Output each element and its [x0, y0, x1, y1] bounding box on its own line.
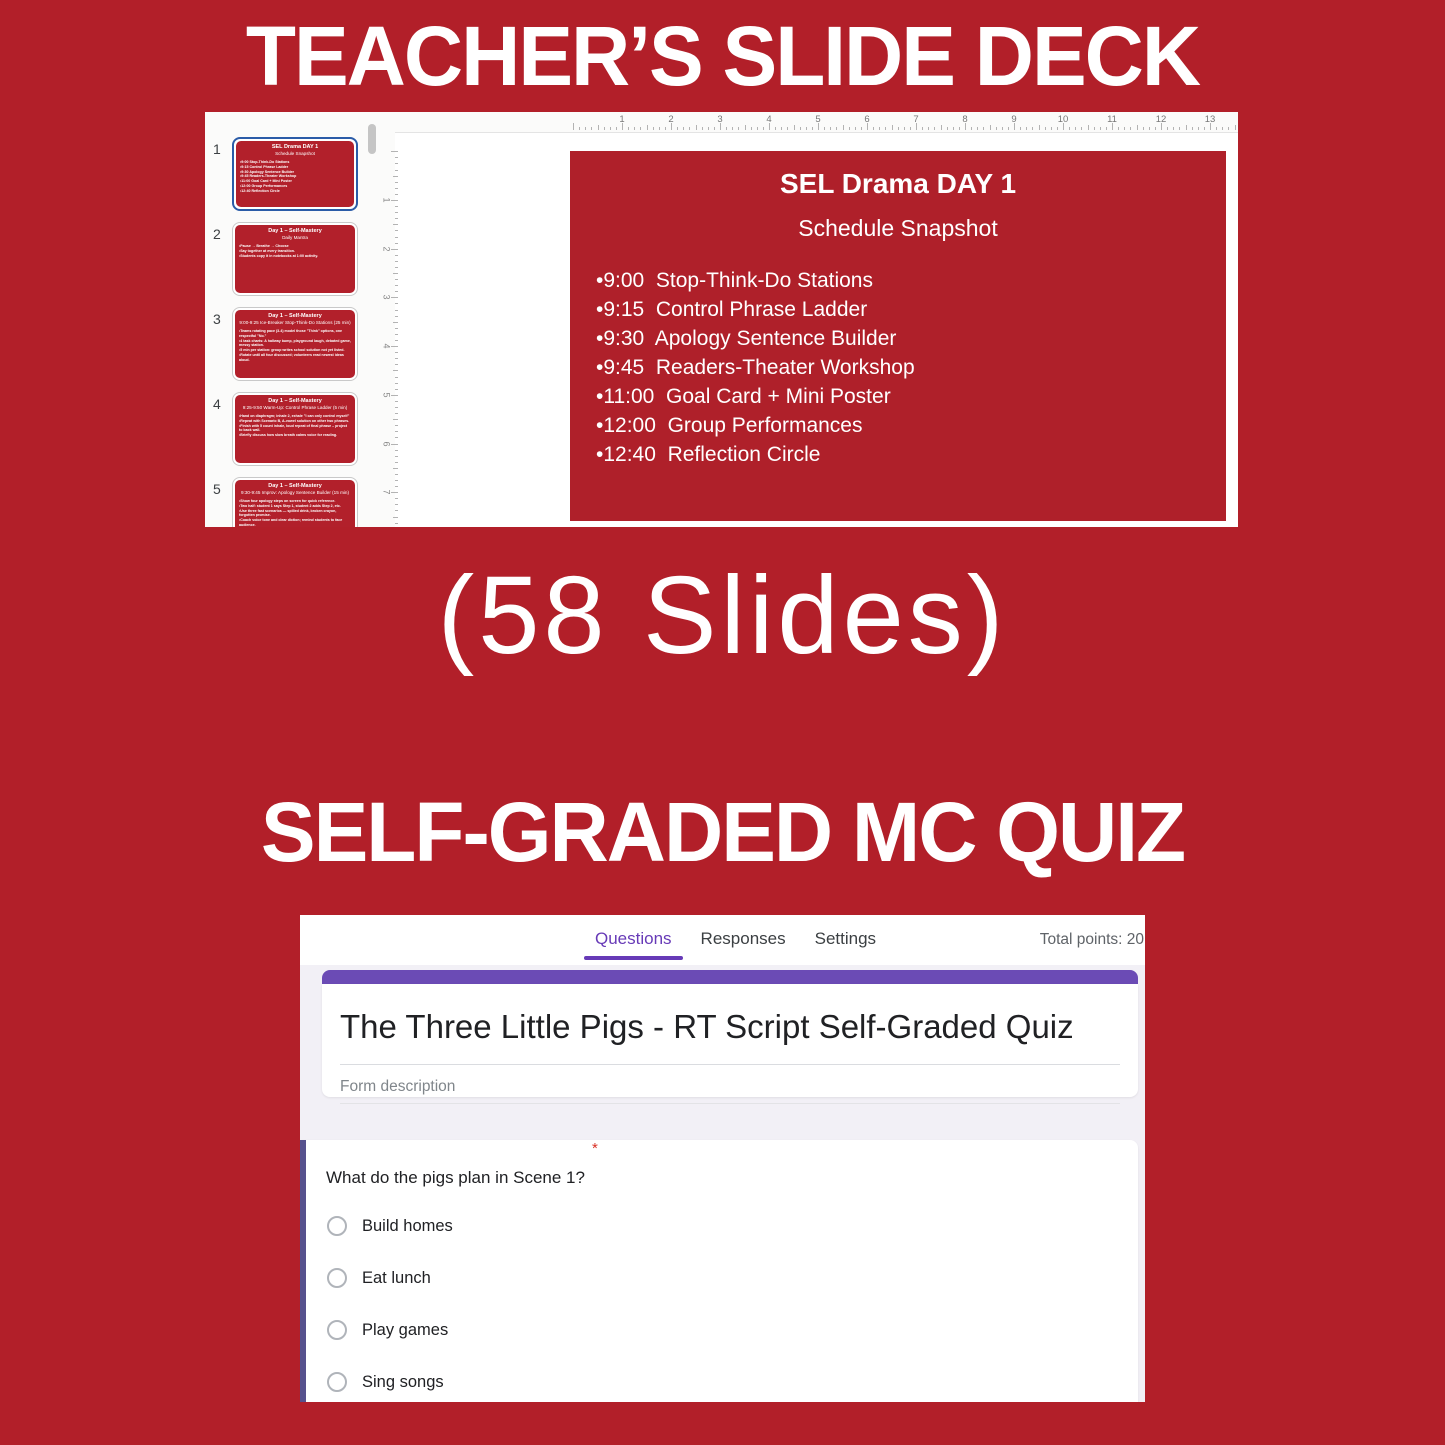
ruler-tick — [1088, 125, 1089, 130]
ruler-tick — [1118, 127, 1119, 130]
ruler-tick — [751, 127, 752, 130]
ruler-tick — [941, 125, 942, 130]
thumbnail-row — [205, 477, 373, 527]
ruler-tick — [702, 127, 703, 130]
answer-option-label: Eat lunch — [362, 1268, 431, 1287]
ruler-tick — [395, 194, 398, 195]
ruler-tick — [585, 127, 586, 130]
thumbnail-bullet-line: •Say together at every transition. — [239, 248, 295, 253]
ruler-tick — [395, 462, 398, 463]
title-underline — [340, 1064, 1120, 1065]
answer-option-label: Play games — [362, 1320, 449, 1339]
ruler-tick — [861, 127, 862, 130]
ruler-tick — [659, 127, 660, 130]
form-tabs — [595, 929, 876, 949]
ruler-tick — [683, 127, 684, 130]
thumbnail-bullet-line: •Pause → Breathe → Choose — [239, 244, 289, 248]
thumbnail-slide-title: Day 1 – Self-Mastery — [268, 483, 322, 489]
ruler-tick — [1235, 125, 1236, 130]
radio-button-icon[interactable] — [327, 1372, 347, 1392]
ruler-number: 2 — [668, 114, 674, 125]
ruler-tick — [393, 322, 398, 323]
answer-option[interactable] — [327, 1216, 453, 1236]
ruler-number: 3 — [717, 114, 723, 125]
slide-bullet-line: •11:00 Goal Card + Mini Poster — [596, 385, 891, 408]
ruler-tick — [1143, 127, 1144, 130]
ruler-tick — [391, 346, 398, 347]
ruler-tick — [395, 510, 398, 511]
ruler-tick — [1137, 125, 1138, 130]
ruler-tick — [395, 431, 398, 432]
form-title-card — [322, 970, 1138, 1097]
slide-page[interactable] — [570, 151, 1226, 521]
ruler-tick — [1173, 127, 1174, 130]
ruler-tick — [395, 328, 398, 329]
ruler-tick — [395, 383, 398, 384]
slide-bullet-line: •9:00 Stop-Think-Do Stations — [596, 269, 873, 292]
ruler-tick — [640, 127, 641, 130]
ruler-tick — [395, 291, 398, 292]
ruler-tick — [647, 125, 648, 130]
ruler-tick — [849, 127, 850, 130]
thumbnail-row — [205, 137, 373, 211]
ruler-number: 1 — [619, 114, 625, 125]
ruler-tick — [726, 127, 727, 130]
ruler-tick — [395, 279, 398, 280]
thumbnail-row — [205, 307, 373, 381]
ruler-tick — [1039, 125, 1040, 130]
ruler-tick — [665, 127, 666, 130]
ruler-tick — [395, 456, 398, 457]
slide-subtitle: Schedule Snapshot — [798, 215, 998, 241]
slide-bullet-line: •9:45 Readers-Theater Workshop — [596, 356, 915, 379]
ruler-tick — [395, 401, 398, 402]
ruler-tick — [395, 237, 398, 238]
ruler-number: 13 — [1204, 114, 1216, 125]
ruler-tick — [996, 127, 997, 130]
ruler-tick — [395, 303, 398, 304]
ruler-tick — [393, 176, 398, 177]
ruler-number: 2 — [381, 246, 392, 252]
heading-teachers-slide-deck: TEACHER’S SLIDE DECK — [245, 9, 1200, 104]
ruler-tick — [830, 127, 831, 130]
ruler-number: 7 — [913, 114, 919, 125]
answer-option[interactable] — [327, 1372, 444, 1392]
radio-button-icon[interactable] — [327, 1216, 347, 1236]
thumbnail-bullet-line: •Show four apology steps on screen for quick reference. — [239, 499, 336, 503]
ruler-tick — [824, 127, 825, 130]
ruler-tick — [1002, 127, 1003, 130]
thumbnail-bullet-line: •9:15 Control Phrase Ladder — [240, 164, 289, 169]
ruler-tick — [1045, 127, 1046, 130]
slide-bullet-line: •12:00 Group Performances — [596, 414, 863, 437]
ruler-tick — [393, 224, 398, 225]
total-points-label: Total points: 20 — [1039, 931, 1144, 948]
slide-thumbnail-1[interactable] — [232, 137, 358, 211]
ruler-tick — [745, 125, 746, 130]
tab-responses[interactable]: Responses — [700, 929, 786, 948]
thumbnail-bullet-line: •Rotate until all four discussed; volunteers read newest ideas aloud. — [239, 352, 344, 362]
ruler-tick — [395, 285, 398, 286]
heading-self-graded-quiz: SELF-GRADED MC QUIZ — [260, 785, 1185, 880]
answer-option[interactable] — [327, 1320, 448, 1340]
ruler-tick — [395, 163, 398, 164]
vertical-ruler — [383, 132, 401, 527]
thumbnail-slide-preview — [236, 141, 354, 207]
ruler-tick — [879, 127, 880, 130]
ruler-tick — [653, 127, 654, 130]
ruler-tick — [1216, 127, 1217, 130]
ruler-tick — [1057, 127, 1058, 130]
question-card[interactable] — [300, 1140, 1138, 1402]
ruler-tick — [395, 352, 398, 353]
ruler-tick — [395, 310, 398, 311]
thumbnail-bullet-line: •11:00 Goal Card + Mini Poster — [240, 179, 292, 184]
thumbnail-bullet-line: •Briefly discuss how slow breath calms voice for reading. — [239, 433, 338, 438]
horizontal-ruler — [505, 114, 1238, 132]
ruler-tick — [714, 127, 715, 130]
form-header — [300, 915, 1145, 965]
ruler-tick — [395, 157, 398, 158]
thumbnail-slide-subtitle: Daily Mantra — [282, 235, 308, 240]
ruler-tick — [775, 127, 776, 130]
thumbnail-slide-subtitle: 9:25-9:50 Warm-Up: Control Phrase Ladder (5 min) — [242, 405, 348, 410]
slide-thumbnail-4[interactable] — [232, 392, 358, 466]
thumbnail-bullet-line: •Use three fast scenarios — spilled drink, broken crayon, forgotten promise. — [239, 508, 337, 518]
ruler-tick — [395, 450, 398, 451]
google-form-screenshot — [300, 915, 1145, 1402]
ruler-tick — [812, 127, 813, 130]
ruler-tick — [1130, 127, 1131, 130]
thumbnail-slide-preview — [235, 480, 355, 527]
thumbnail-bullet-line: •Teams rotating pace (3-4) model those "Think" options, one respectful "No." — [239, 329, 343, 338]
ruler-tick — [395, 498, 398, 499]
ruler-number: 9 — [1011, 114, 1017, 125]
ruler-tick — [393, 273, 398, 274]
ruler-tick — [1026, 127, 1027, 130]
ruler-tick — [579, 127, 580, 130]
ruler-number: 5 — [815, 114, 821, 125]
slide-thumbnail-5[interactable] — [232, 477, 358, 527]
ruler-tick — [395, 523, 398, 524]
ruler-tick — [836, 127, 837, 130]
ruler-tick — [1228, 127, 1229, 130]
slide-thumbnail-3[interactable] — [232, 307, 358, 381]
ruler-tick — [395, 255, 398, 256]
ruler-tick — [689, 127, 690, 130]
slide-bullet-line: •12:40 Reflection Circle — [596, 443, 821, 466]
ruler-tick — [696, 125, 697, 130]
ruler-tick — [1100, 127, 1101, 130]
ruler-tick — [391, 200, 398, 201]
thumbnail-slide-subtitle: 9:30-9:45 Improv: Apology Sentence Builder (15 min) — [240, 490, 349, 495]
ruler-tick — [610, 127, 611, 130]
ruler-tick — [1192, 127, 1193, 130]
ruler-tick — [1167, 127, 1168, 130]
thumbnail-slide-preview — [235, 310, 355, 378]
ruler-tick — [781, 127, 782, 130]
thumbnail-bullet-line: •9:00 Stop-Think-Do Stations — [240, 160, 290, 164]
form-title-input[interactable]: The Three Little Pigs - RT Script Self-Graded Quiz — [340, 1008, 1074, 1045]
ruler-tick — [1081, 127, 1082, 130]
ruler-tick — [395, 437, 398, 438]
ruler-tick — [977, 127, 978, 130]
answer-option[interactable] — [327, 1268, 431, 1288]
ruler-tick — [598, 125, 599, 130]
ruler-tick — [395, 267, 398, 268]
ruler-tick — [395, 182, 398, 183]
thumbnail-slide-title: Day 1 – Self-Mastery — [268, 313, 322, 319]
form-description-input[interactable]: Form description — [340, 1078, 456, 1095]
ruler-number: 5 — [381, 392, 392, 398]
ruler-tick — [391, 249, 398, 250]
ruler-tick — [395, 389, 398, 390]
ruler-tick — [843, 125, 844, 130]
ruler-number: 11 — [1107, 114, 1117, 125]
ruler-tick — [395, 316, 398, 317]
ruler-tick — [1222, 127, 1223, 130]
question-text[interactable]: What do the pigs plan in Scene 1? — [326, 1168, 585, 1187]
radio-button-icon[interactable] — [327, 1320, 347, 1340]
thumbnail-slide-preview — [235, 225, 355, 293]
ruler-tick — [928, 127, 929, 130]
ruler-tick — [395, 364, 398, 365]
slide-bullet-line: •9:30 Apology Sentence Builder — [596, 327, 897, 350]
ruler-tick — [787, 127, 788, 130]
ruler-number: 4 — [766, 114, 772, 125]
ruler-tick — [395, 377, 398, 378]
thumbnail-number: 5 — [213, 481, 221, 497]
answer-option-label: Build homes — [362, 1216, 453, 1235]
ruler-tick — [904, 127, 905, 130]
ruler-tick — [395, 474, 398, 475]
form-title-card-body — [322, 984, 1138, 1097]
thumbnail-bullet-line: •9:30 Apology Sentence Builder — [240, 169, 295, 174]
ruler-tick — [738, 127, 739, 130]
thumbnail-bullet-line: •Repeat with Scenario B, A-vowel solution on other two phrases. — [239, 418, 350, 423]
ruler-tick — [395, 206, 398, 207]
thumbnail-number: 1 — [213, 141, 221, 157]
ruler-tick — [1069, 127, 1070, 130]
ruler-tick — [800, 127, 801, 130]
ruler-tick — [1204, 127, 1205, 130]
ruler-tick — [391, 297, 398, 298]
ruler-tick — [391, 151, 398, 152]
ruler-tick — [947, 127, 948, 130]
ruler-tick — [604, 127, 605, 130]
ruler-tick — [806, 127, 807, 130]
ruler-tick — [1051, 127, 1052, 130]
ruler-tick — [391, 492, 398, 493]
ruler-tick — [395, 243, 398, 244]
ruler-tick — [1075, 127, 1076, 130]
thumbnail-bullet-line: •9:45 Readers-Theater Workshop — [240, 174, 297, 179]
ruler-tick — [763, 127, 764, 130]
ruler-tick — [732, 127, 733, 130]
thumbnail-slide-title: SEL Drama DAY 1 — [271, 144, 319, 150]
ruler-tick — [910, 127, 911, 130]
ruler-tick — [395, 480, 398, 481]
ruler-tick — [395, 486, 398, 487]
tab-settings[interactable]: Settings — [814, 929, 877, 948]
ruler-tick — [898, 127, 899, 130]
tab-questions[interactable]: Questions — [595, 929, 672, 948]
ruler-tick — [953, 127, 954, 130]
ruler-number: 6 — [381, 440, 392, 447]
thumbnail-bullet-line: •Students copy it in notebooks at 1:00 activity. — [239, 253, 319, 258]
ruler-tick — [892, 125, 893, 130]
ruler-tick — [395, 413, 398, 414]
ruler-tick — [757, 127, 758, 130]
ruler-tick — [395, 407, 398, 408]
thumbnail-bullet-line: •12:40 Reflection Circle — [240, 188, 280, 193]
ruler-tick — [959, 127, 960, 130]
ruler-tick — [395, 218, 398, 219]
ruler-number: 4 — [381, 343, 392, 349]
thumbnail-number: 4 — [213, 396, 221, 412]
form-accent-bar — [322, 970, 1138, 984]
ruler-number: 8 — [962, 114, 968, 125]
ruler-tick — [395, 188, 398, 189]
ruler-tick — [395, 425, 398, 426]
ruler-tick — [395, 230, 398, 231]
ruler-tick — [1198, 127, 1199, 130]
ruler-tick — [634, 127, 635, 130]
radio-button-icon[interactable] — [327, 1268, 347, 1288]
ruler-tick — [395, 340, 398, 341]
slide-count-text: (58 Slides) — [437, 554, 1008, 677]
thumbnail-row — [205, 392, 373, 466]
thumbnail-bullet-line: •4 task charts: A hallway bump, playground laugh, debated game, messy station. — [239, 338, 351, 348]
answer-option-label: Sing songs — [362, 1372, 444, 1391]
ruler-tick — [885, 127, 886, 130]
slide-title: SEL Drama DAY 1 — [779, 168, 1017, 199]
ruler-tick — [393, 468, 398, 469]
thumbnail-bullet-line: •Hand on diaphragm; inhale 2, exhale "I can only control myself" — [239, 414, 350, 418]
ruler-number: 3 — [381, 294, 392, 300]
ruler-tick — [1186, 125, 1187, 130]
ruler-tick — [873, 127, 874, 130]
thumbnail-row — [205, 222, 373, 296]
filmstrip-scrollbar[interactable] — [368, 124, 376, 154]
thumbnail-bullet-line: •Two half: student 1 says Step 1, student 2 adds Step 2, etc. — [239, 503, 341, 508]
ruler-tick — [628, 127, 629, 130]
thumbnail-bullet-line: •Coach voice tone and clear diction; remind students to face audience. — [239, 518, 343, 527]
thumbnail-slide-title: Day 1 – Self-Mastery — [268, 398, 322, 404]
ruler-number: 12 — [1155, 114, 1167, 125]
ruler-tick — [990, 125, 991, 130]
ruler-tick — [395, 504, 398, 505]
ruler-tick — [393, 419, 398, 420]
ruler-tick — [391, 444, 398, 445]
ruler-tick — [395, 261, 398, 262]
ruler-tick — [794, 125, 795, 130]
slides-editor-screenshot — [205, 112, 1238, 527]
ruler-tick — [1124, 127, 1125, 130]
ruler-tick — [708, 127, 709, 130]
thumbnail-bullet-line: •5 min per station: group writes school solution not yet listed. — [239, 348, 345, 353]
thumbnail-bullet-line: •12:00 Group Performances — [240, 183, 288, 188]
thumbnail-number: 2 — [213, 226, 221, 242]
ruler-tick — [395, 358, 398, 359]
thumbnail-slide-title: Day 1 – Self-Mastery — [268, 228, 322, 234]
ruler-tick — [393, 370, 398, 371]
thumbnail-bullet-line: •Finish with 5 count inhale, loud repeat of final phrase – project to back wall. — [239, 423, 348, 433]
ruler-tick — [983, 127, 984, 130]
ruler-tick — [855, 127, 856, 130]
ruler-number: 6 — [864, 114, 870, 125]
ruler-tick — [1032, 127, 1033, 130]
ruler-tick — [1106, 127, 1107, 130]
thumbnail-slide-subtitle: 9:00-9:25 Ice-Breaker Stop-Think-Do Stations (25 min) — [239, 320, 351, 325]
ruler-tick — [1155, 127, 1156, 130]
ruler-tick — [1149, 127, 1150, 130]
description-underline — [340, 1103, 1120, 1104]
ruler-tick — [573, 123, 574, 130]
ruler-tick — [677, 127, 678, 130]
ruler-tick — [934, 127, 935, 130]
ruler-tick — [391, 395, 398, 396]
ruler-tick — [616, 127, 617, 130]
ruler-tick — [1094, 127, 1095, 130]
required-asterisk: * — [591, 1140, 598, 1157]
thumbnail-number: 3 — [213, 311, 221, 327]
ruler-tick — [1008, 127, 1009, 130]
ruler-number: 1 — [381, 197, 392, 203]
ruler-tick — [1179, 127, 1180, 130]
ruler-tick — [591, 127, 592, 130]
ruler-tick — [922, 127, 923, 130]
thumbnail-slide-preview — [235, 395, 355, 463]
ruler-tick — [971, 127, 972, 130]
ruler-number: 10 — [1057, 114, 1069, 125]
slide-bullet-line: •9:15 Control Phrase Ladder — [596, 298, 868, 321]
ruler-number: 7 — [381, 489, 392, 495]
ruler-tick — [395, 212, 398, 213]
ruler-tick — [1020, 127, 1021, 130]
ruler-tick — [393, 517, 398, 518]
slide-bullets — [596, 266, 1226, 469]
thumbnail-slide-subtitle: Schedule Snapshot — [275, 151, 315, 156]
slide-thumbnail-2[interactable] — [232, 222, 358, 296]
ruler-tick — [395, 170, 398, 171]
ruler-tick — [395, 334, 398, 335]
